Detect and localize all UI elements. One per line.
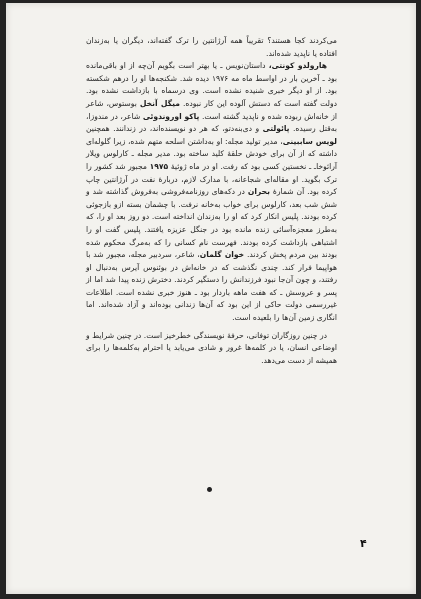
paragraph bbox=[86, 35, 337, 60]
bold-name: پائولتی bbox=[262, 124, 290, 134]
bold-name: پاکو اوروندوئی bbox=[142, 111, 200, 121]
section-divider-dot bbox=[207, 487, 212, 492]
bold-name: بحران bbox=[247, 187, 270, 197]
text-run: در دکه‌های روزنامه‌فروشی به‌فروش گذاشته شد و شش شب بعد، کارلوس برای خواب به‌خانه نرفت. با چشمان بسته ازو بازجوئی کرده بودند. پلیس انکار کرد که او را به‌زندان انداخته است. دو روز بعد او را، که به‌طرز معجزه‌آسائی زنده مانده بود در جنگل عزیزه یافتند. پلیس گفت او را اشتباهی بازداشت کرده بودند. فهرست نام کسانی را که به‌مرگ محکوم شده بودند بین مردم پخش کردند. bbox=[86, 187, 337, 260]
bold-name: خوان گلمان bbox=[199, 250, 245, 260]
bold-name: ۱۹۷۵ bbox=[149, 161, 169, 171]
text-run: بوستوس، شاعر از خانه‌اش ربوده شده و ناپدید گشته است. bbox=[86, 98, 337, 121]
body-text bbox=[86, 35, 337, 367]
page-number: ۴ bbox=[360, 537, 367, 550]
paragraph bbox=[86, 330, 337, 368]
text-run: داستان‌نویس ـ یا بهتر است بگویم آن‌چه از او باقی‌مانده بود ـ آخرین بار در اواسط ماه مه ۱۹۷۶ دیده شد. شکنجه‌ها او را درهم شکسته بود. از او دیگر خبری شنیده نشده است. وی درسماه با بازداشت نشده بود. دولت گفته است که دستش آلوده این کار نبوده. bbox=[86, 61, 337, 108]
text-run: ، مدیر تولید مجله: او به‌داشتن اسلحه متهم شده، زیرا گلوله‌ای داشته که از آن برای خودش حلقهٔ کلید ساخته بود. مدیر مجله ـ کارلوس ویلار آرائوخاـ ـ نخستین کسی بود که رفت. او در ماه ژوئیهٔ bbox=[86, 136, 337, 171]
text-run: می‌کردند کجا هستند؟ تقریباً همه آرژانتین را ترک گفته‌اند، دیگران یا به‌زندان افتاده یا ناپدید شده‌اند. bbox=[86, 36, 337, 58]
text-run: مجبور شد کشور را ترک بگوید. او مقاله‌ای شجاعانه، با مدارک لازم، دربارهٔ نفت در آرژانتین چاپ کرده بود. آن شمارهٔ bbox=[86, 161, 337, 197]
paragraph bbox=[86, 60, 337, 324]
text-run: شاعر، در مندوزا، به‌قتل رسیده. bbox=[86, 111, 337, 134]
text-run: ، شاعر، سردبیر مجله، مجبور شد با هواپیما فرار کند. چندی نگذشت که در خانه‌اش در بوئنوس آیرس به‌دنبال او رفتند، و چون آن‌جا نبود فرزندانش را دستگیر کردند. دخترش زنده پیدا شد اما از پسر و عروسش ـ که هفت ماهه باردار بود ـ هنوز خبری نشده است. اطلاعات غیررسمی دولت حاکی از این بود که آن‌ها زندانی بوده‌اند و آزاد شده‌اند. اما انگاری زمین آن‌ها را بلعیده است. bbox=[86, 250, 337, 323]
text-run: و دی‌بنه‌دتو، که هر دو نویسنده‌اند، در زندانند. همچنین bbox=[86, 124, 263, 134]
bold-name: هارولدو کونتی، bbox=[268, 61, 327, 71]
bold-name: لویس ساببینی bbox=[282, 136, 338, 146]
bold-name: میگل آنخل bbox=[139, 98, 180, 108]
document-page bbox=[6, 3, 416, 594]
text-run: در چنین روزگاران توفانی، حرفهٔ نویسندگی خطرخیز است. در چنین شرایط و اوضاعی انسان، یا در کلمه‌ها غرور و شادی می‌یابد یا احترام به‌کلمه‌ها را برای همیشه از دست می‌دهد. bbox=[86, 330, 337, 365]
